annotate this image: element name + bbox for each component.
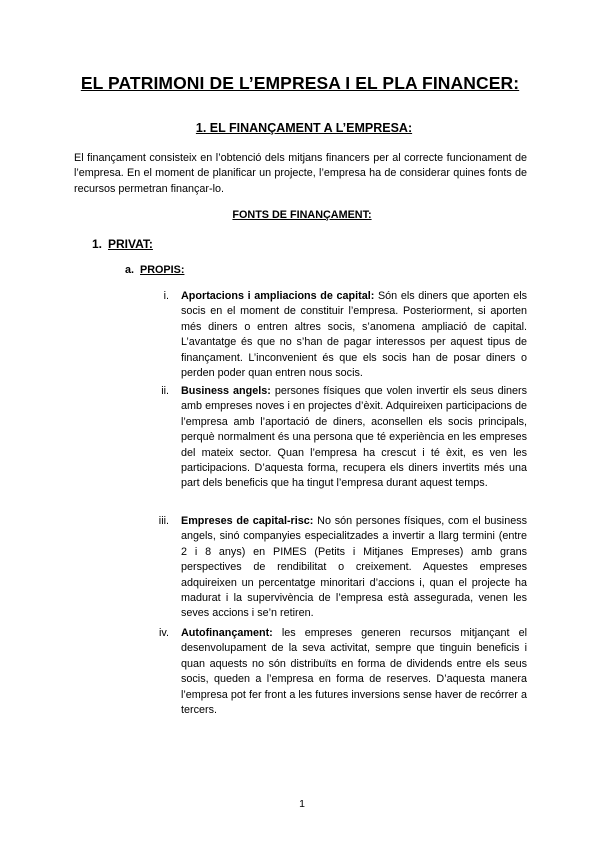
subheading-funding-sources: FONTS DE FINANÇAMENT:	[232, 209, 372, 221]
intro-paragraph: El finançament consisteix en l’obtenció dels mitjans financers per al correcte funcionament de l’empresa. En el moment de planificar un projecte, l’empresa ha de considerar quines fonts de recursos permetran finançar-lo.	[74, 152, 527, 195]
section-heading: 1. EL FINANÇAMENT A L’EMPRESA:	[195, 121, 413, 135]
list-level1-label: PRIVAT:	[108, 237, 153, 251]
list-item-number: iii.	[158, 515, 169, 527]
list-item-text	[181, 626, 527, 718]
list-item-description: No són persones físiques, com el business angels, sinó companyies especialitzades a invertir a llarg termini (entre 2 i 8 anys) en PIMES (Petits i Mitjanes Empreses) amb grans perspectives de rendibilitat o creixement. Aquestes empreses adquireixen un percentatge minoritari d’accions i, quan el projecte ha madurat i la supervivència de l’empresa està assegurada, venen les seves accions i se’n retiren.	[181, 515, 528, 620]
list-item-term: Aportacions i ampliacions de capital:	[181, 290, 375, 302]
list-level1-private	[92, 237, 153, 251]
page-number: 1	[299, 798, 305, 810]
list-item-text	[181, 384, 527, 492]
list-level2-number: a.	[125, 264, 135, 276]
list-item-description: Són els diners que aporten els socis en el moment de constituir l’empresa. Posteriorment, si aporten més diners o entren altres socis, s’anomena ampliació de capital. L’avantatge és que no s’han de pagar interessos per aquest tipus de finançament. L’inconvenient és que els socis han de posar diners o perden poder quan entren nous socis.	[181, 290, 528, 380]
list-level2-label: PROPIS:	[140, 264, 185, 276]
list-item-description: persones físiques que volen invertir els seus diners amb empreses noves i en projectes d’èxit. Adquireixen participacions de l’empresa amb l’aportació de diners, aconsellen els socis principals, perquè normalment és una persona que té experiència en les empreses del mateix sector. Quan l’empresa ha crescut i té èxit, es ven les participacions. D’aquesta forma, recupera els diners invertits més una part dels beneficis que ha tingut l’empresa durant aquest temps.	[181, 385, 527, 490]
list-item-term: Business angels:	[181, 385, 271, 397]
list-item-term: Autofinançament:	[181, 627, 273, 639]
list-level2-own	[125, 264, 184, 276]
list-item-text	[181, 514, 527, 622]
document-title: EL PATRIMONI DE L’EMPRESA I EL PLA FINANCER:	[80, 73, 520, 93]
list-item-text	[181, 289, 527, 381]
list-level1-number: 1.	[92, 237, 103, 251]
list-item-number: iv.	[159, 627, 169, 639]
list-item-description: les empreses generen recursos mitjançant el desenvolupament de la seva activitat, sempre que tinguin beneficis i quan aquests no són distribuïts en forma de dividends entre els seus socis, queden a l’empresa en forma de reserves. D’aquesta manera l’empresa pot fer front a les futures inversions sense haver de recórrer a tercers.	[181, 627, 527, 717]
list-item-term: Empreses de capital-risc:	[181, 515, 314, 527]
list-item-number: ii.	[161, 385, 169, 397]
list-item-number: i.	[163, 290, 169, 302]
